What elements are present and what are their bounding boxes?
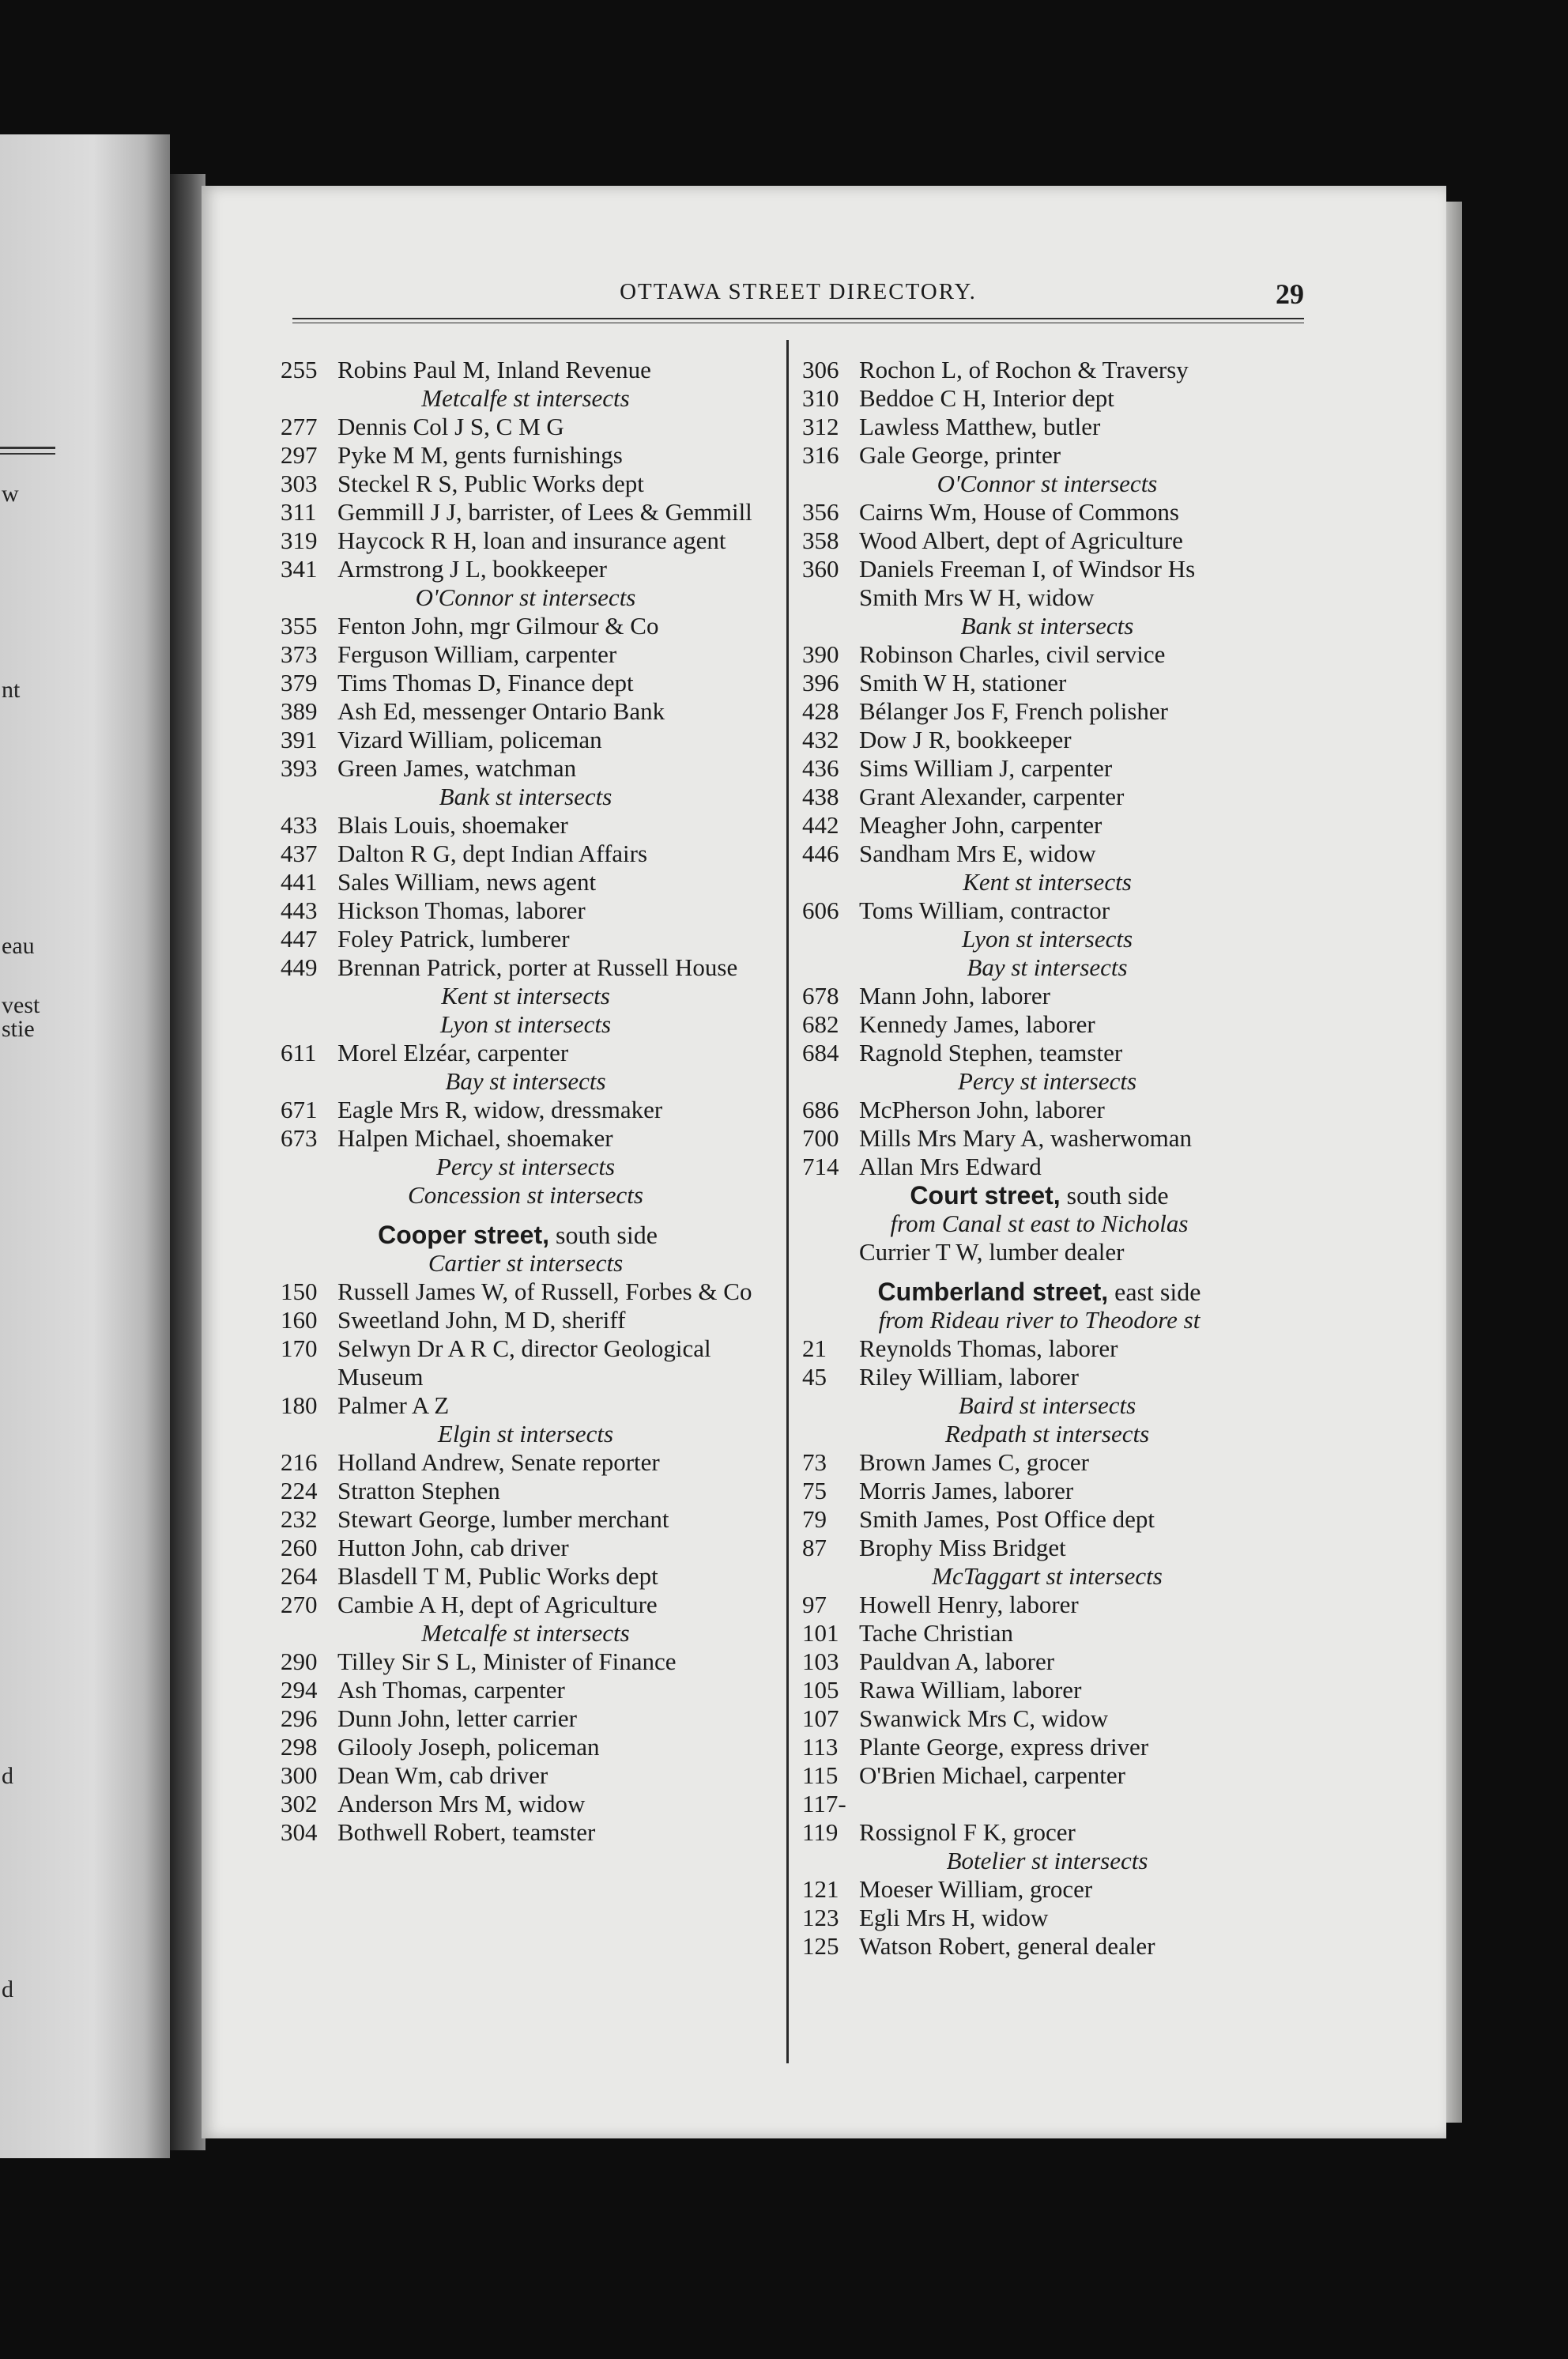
house-number: 673	[281, 1124, 318, 1152]
directory-entry	[281, 1761, 755, 1790]
resident-name: Sandham Mrs E, widow	[859, 840, 1096, 867]
directory-entry	[281, 1562, 755, 1591]
resident-name: Hutton John, cab driver	[337, 1534, 569, 1561]
resident-name: Plante George, express driver	[859, 1733, 1149, 1761]
resident-name: Howell Henry, laborer	[859, 1591, 1079, 1618]
directory-entry	[281, 1391, 755, 1420]
resident-name: Dalton R G, dept Indian Affairs	[337, 840, 648, 867]
directory-entry	[802, 754, 1276, 783]
house-number: 316	[802, 441, 839, 469]
directory-entry	[281, 669, 755, 697]
house-number: 678	[802, 982, 839, 1010]
house-number: 232	[281, 1505, 318, 1533]
house-number: 79	[802, 1505, 827, 1533]
intersection-note: Botelier st intersects	[946, 1847, 1148, 1874]
resident-name: Haycock R H, loan and insurance agent	[337, 527, 726, 554]
street-heading	[802, 1181, 1276, 1210]
directory-entry	[802, 726, 1276, 754]
intersection-note: Metcalfe st intersects	[421, 384, 630, 412]
intersection-note: Bay st intersects	[445, 1067, 606, 1095]
resident-name: Holland Andrew, Senate reporter	[337, 1448, 660, 1476]
facing-page-fragment: nt	[2, 677, 21, 703]
resident-name: Cairns Wm, House of Commons	[859, 498, 1179, 526]
house-number: 101	[802, 1619, 839, 1647]
directory-entry	[802, 1363, 1276, 1391]
resident-name: Russell James W, of Russell, Forbes & Co	[337, 1278, 752, 1305]
directory-entry	[281, 868, 755, 896]
directory-entry	[802, 1932, 1276, 1961]
directory-entry	[281, 697, 755, 726]
intersection-note: Percy st intersects	[957, 1067, 1137, 1095]
house-number: 297	[281, 441, 318, 469]
directory-entry	[281, 1818, 755, 1847]
directory-entry	[281, 726, 755, 754]
resident-name: Reynolds Thomas, laborer	[859, 1334, 1118, 1362]
resident-name: Morris James, laborer	[859, 1477, 1074, 1504]
resident-name: Sales William, news agent	[337, 868, 597, 896]
resident-name: Gemmill J J, barrister, of Lees & Gemmill	[337, 498, 752, 526]
house-number: 682	[802, 1010, 839, 1038]
house-number: 396	[802, 669, 839, 696]
street-side: east side	[1108, 1278, 1201, 1306]
house-number: 125	[802, 1932, 839, 1960]
page-header	[292, 279, 1304, 317]
resident-name: Pyke M M, gents furnishings	[337, 441, 623, 469]
directory-entry	[802, 1334, 1276, 1363]
directory-entry	[802, 356, 1276, 384]
directory-entry	[802, 783, 1276, 811]
house-number: 160	[281, 1306, 318, 1334]
resident-name: Fenton John, mgr Gilmour & Co	[337, 612, 659, 640]
directory-entry	[802, 1704, 1276, 1733]
intersection-note: Baird st intersects	[958, 1391, 1136, 1419]
directory-entry	[281, 1334, 755, 1391]
facing-page	[0, 134, 170, 2158]
street-name: Cumberland street,	[877, 1278, 1109, 1306]
facing-page-fragment: w	[2, 481, 19, 507]
intersection-note: Bay st intersects	[967, 953, 1128, 981]
house-number: 437	[281, 840, 318, 867]
house-number: 311	[281, 498, 317, 526]
resident-name: Smith W H, stationer	[859, 669, 1067, 696]
resident-name: Morel Elzéar, carpenter	[337, 1039, 569, 1066]
house-number: 393	[281, 754, 318, 782]
house-number: 300	[281, 1761, 318, 1789]
directory-entry	[802, 1477, 1276, 1505]
house-number: 21	[802, 1334, 827, 1362]
resident-name: Allan Mrs Edward	[859, 1153, 1042, 1180]
house-number: 270	[281, 1591, 318, 1618]
house-number: 358	[802, 527, 839, 554]
street-heading	[802, 1278, 1276, 1306]
directory-entry	[281, 840, 755, 868]
resident-name: Meagher John, carpenter	[859, 811, 1102, 839]
directory-entry	[802, 1448, 1276, 1477]
house-number: 432	[802, 726, 839, 753]
directory-entry	[281, 811, 755, 840]
directory-entry	[802, 697, 1276, 726]
resident-name: Anderson Mrs M, widow	[337, 1790, 586, 1817]
directory-entry	[802, 1534, 1276, 1562]
directory-entry	[802, 384, 1276, 413]
house-number: 436	[802, 754, 839, 782]
house-number: 87	[802, 1534, 827, 1561]
house-number: 113	[802, 1733, 839, 1761]
house-number: 714	[802, 1153, 839, 1180]
house-number: 105	[802, 1676, 839, 1704]
directory-entry	[802, 1619, 1276, 1648]
resident-name: Eagle Mrs R, widow, dressmaker	[337, 1096, 663, 1123]
house-number: 296	[281, 1704, 318, 1732]
house-number: 224	[281, 1477, 318, 1504]
directory-entry	[281, 1704, 755, 1733]
resident-name: Stewart George, lumber merchant	[337, 1505, 669, 1533]
resident-name: Dennis Col J S, C M G	[337, 413, 564, 440]
house-number: 379	[281, 669, 318, 696]
directory-entry	[802, 1875, 1276, 1904]
directory-entry	[281, 470, 755, 498]
house-number: 302	[281, 1790, 318, 1817]
page-title: OTTAWA STREET DIRECTORY.	[620, 279, 977, 304]
resident-name: Rossignol F K, grocer	[859, 1818, 1076, 1846]
resident-name: Pauldvan A, laborer	[859, 1648, 1055, 1675]
house-number: 390	[802, 640, 839, 668]
resident-name: Rochon L, of Rochon & Traversy	[859, 356, 1189, 383]
resident-name: Daniels Freeman I, of Windsor Hs	[859, 555, 1196, 583]
directory-entry	[802, 1124, 1276, 1153]
directory-entry	[281, 1096, 755, 1124]
house-number: 449	[281, 953, 318, 981]
resident-name: Kennedy James, laborer	[859, 1010, 1095, 1038]
resident-name: Selwyn Dr A R C, director Geological Museum	[337, 1334, 711, 1391]
resident-name: Gilooly Joseph, policeman	[337, 1733, 600, 1761]
resident-name: Vizard William, policeman	[337, 726, 602, 753]
facing-page-fragment: stie	[2, 1016, 35, 1042]
street-name: Court street,	[910, 1181, 1061, 1210]
house-number: 103	[802, 1648, 839, 1675]
intersection-note: Lyon st intersects	[439, 1010, 612, 1038]
street-extent: from Canal st east to Nicholas	[890, 1210, 1189, 1237]
house-number: 442	[802, 811, 839, 839]
directory-entry	[281, 953, 755, 982]
house-number: 389	[281, 697, 318, 725]
intersection-note: Elgin st intersects	[437, 1420, 614, 1447]
house-number: 170	[281, 1334, 318, 1362]
resident-name: Tilley Sir S L, Minister of Finance	[337, 1648, 677, 1675]
resident-name: Riley William, laborer	[859, 1363, 1079, 1391]
resident-name: Sims William J, carpenter	[859, 754, 1113, 782]
house-number: 180	[281, 1391, 318, 1419]
directory-entry	[802, 1153, 1276, 1181]
house-number: 306	[802, 356, 839, 383]
resident-name: Egli Mrs H, widow	[859, 1904, 1049, 1931]
resident-name: Toms William, contractor	[859, 896, 1110, 924]
resident-name: Dean Wm, cab driver	[337, 1761, 548, 1789]
directory-entry	[802, 1010, 1276, 1039]
resident-name: Armstrong J L, bookkeeper	[337, 555, 607, 583]
house-number: 303	[281, 470, 318, 497]
intersection-note: Kent st intersects	[441, 982, 610, 1010]
resident-name: Green James, watchman	[337, 754, 577, 782]
directory-entry	[281, 527, 755, 555]
house-number: 433	[281, 811, 318, 839]
house-number: 150	[281, 1278, 318, 1305]
directory-entry	[281, 1477, 755, 1505]
house-number: 107	[802, 1704, 839, 1732]
directory-entry	[802, 840, 1276, 868]
house-number: 355	[281, 612, 318, 640]
resident-name: Brennan Patrick, porter at Russell House	[337, 953, 738, 981]
resident-name: McPherson John, laborer	[859, 1096, 1105, 1123]
house-number: 310	[802, 384, 839, 412]
house-number: 443	[281, 896, 318, 924]
directory-entry	[802, 811, 1276, 840]
house-number: 606	[802, 896, 839, 924]
resident-name: Mills Mrs Mary A, washerwoman	[859, 1124, 1193, 1152]
resident-name: Dow J R, bookkeeper	[859, 726, 1072, 753]
resident-name: Robinson Charles, civil service	[859, 640, 1166, 668]
intersection-note: Lyon st intersects	[961, 925, 1133, 953]
facing-page-fragment: d	[2, 1763, 13, 1789]
house-number: 304	[281, 1818, 318, 1846]
house-number: 373	[281, 640, 318, 668]
street-side: south side	[1060, 1181, 1169, 1210]
directory-entry	[281, 1039, 755, 1067]
resident-name: Brown James C, grocer	[859, 1448, 1089, 1476]
directory-entry	[281, 1448, 755, 1477]
house-number: 298	[281, 1733, 318, 1761]
facing-page-rule	[0, 447, 55, 455]
street-heading	[281, 1221, 755, 1249]
house-number: 671	[281, 1096, 318, 1123]
directory-entry	[281, 555, 755, 583]
directory-entry	[281, 1505, 755, 1534]
directory-entry	[802, 1761, 1276, 1790]
house-number: 341	[281, 555, 318, 583]
directory-entry	[802, 1904, 1276, 1932]
resident-name: Robins Paul M, Inland Revenue	[337, 356, 651, 383]
directory-entry	[281, 498, 755, 527]
right-column	[802, 356, 1276, 1961]
house-number: 75	[802, 1477, 827, 1504]
resident-name: Beddoe C H, Interior dept	[859, 384, 1114, 412]
resident-name: Steckel R S, Public Works dept	[337, 470, 644, 497]
directory-entry	[802, 441, 1276, 470]
directory-entry	[802, 1096, 1276, 1124]
facing-page-fragment: vest	[2, 992, 40, 1018]
resident-name: Mann John, laborer	[859, 982, 1050, 1010]
intersection-note: Bank st intersects	[439, 783, 612, 810]
house-number: 684	[802, 1039, 839, 1066]
directory-entry	[802, 640, 1276, 669]
house-number: 438	[802, 783, 839, 810]
directory-entry	[802, 527, 1276, 555]
resident-name: Palmer A Z	[337, 1391, 450, 1419]
house-number: 312	[802, 413, 839, 440]
resident-name: Grant Alexander, carpenter	[859, 783, 1125, 810]
resident-name: Wood Albert, dept of Agriculture	[859, 527, 1183, 554]
house-number: 686	[802, 1096, 839, 1123]
header-rule	[292, 318, 1304, 323]
resident-name: Bothwell Robert, teamster	[337, 1818, 596, 1846]
directory-entry	[281, 1790, 755, 1818]
facing-page-fragment: d	[2, 1976, 13, 2002]
house-number: 700	[802, 1124, 839, 1152]
street-side: south side	[549, 1221, 658, 1249]
house-number: 611	[281, 1039, 317, 1066]
resident-name: Blasdell T M, Public Works dept	[337, 1562, 658, 1590]
directory-entry	[281, 1733, 755, 1761]
directory-entry	[802, 1676, 1276, 1704]
resident-name: Sweetland John, M D, sheriff	[337, 1306, 626, 1334]
house-number: 260	[281, 1534, 318, 1561]
intersection-note: Metcalfe st intersects	[421, 1619, 630, 1647]
resident-name: Ash Thomas, carpenter	[337, 1676, 565, 1704]
house-number: 121	[802, 1875, 839, 1903]
house-number: 216	[281, 1448, 318, 1476]
house-number: 115	[802, 1761, 839, 1789]
resident-name: Watson Robert, general dealer	[859, 1932, 1155, 1960]
resident-name: Ragnold Stephen, teamster	[859, 1039, 1123, 1066]
intersection-note: O'Connor st intersects	[415, 583, 636, 611]
resident-name: Cambie A H, dept of Agriculture	[337, 1591, 658, 1618]
directory-entry	[281, 1648, 755, 1676]
house-number: 428	[802, 697, 839, 725]
house-number: 97	[802, 1591, 827, 1618]
directory-entry	[802, 1790, 1276, 1847]
house-number: 123	[802, 1904, 839, 1931]
resident-name: Blais Louis, shoemaker	[337, 811, 568, 839]
resident-name: Brophy Miss Bridget	[859, 1534, 1066, 1561]
directory-entry	[281, 413, 755, 441]
house-number: 73	[802, 1448, 827, 1476]
house-number: 319	[281, 527, 318, 554]
directory-entry	[802, 669, 1276, 697]
directory-entry	[802, 1733, 1276, 1761]
directory-entry	[281, 356, 755, 384]
directory-entry	[802, 1591, 1276, 1619]
directory-entry	[281, 1534, 755, 1562]
resident-name: Swanwick Mrs C, widow	[859, 1704, 1109, 1732]
house-number: 356	[802, 498, 839, 526]
directory-entry	[281, 1124, 755, 1153]
resident-name: Moeser William, grocer	[859, 1875, 1093, 1903]
resident-name: O'Brien Michael, carpenter	[859, 1761, 1125, 1789]
resident-name: Ash Ed, messenger Ontario Bank	[337, 697, 665, 725]
house-number: 441	[281, 868, 318, 896]
street-name: Cooper street,	[378, 1221, 550, 1249]
resident-name: Foley Patrick, lumberer	[337, 925, 570, 953]
resident-name: Gale George, printer	[859, 441, 1061, 469]
resident-name: Stratton Stephen	[337, 1477, 500, 1504]
directory-entry: Currier T W, lumber dealer	[859, 1238, 1125, 1266]
intersection-note: O'Connor st intersects	[937, 470, 1158, 497]
house-number: 45	[802, 1363, 827, 1391]
resident-name: Dunn John, letter carrier	[337, 1704, 577, 1732]
resident-name: Smith James, Post Office dept	[859, 1505, 1155, 1533]
directory-entry	[281, 612, 755, 640]
directory-entry	[802, 982, 1276, 1010]
resident-name: Hickson Thomas, laborer	[337, 896, 586, 924]
house-number: 277	[281, 413, 318, 440]
resident-name: Tache Christian	[859, 1619, 1013, 1647]
house-number: 290	[281, 1648, 318, 1675]
directory-entry	[281, 1278, 755, 1306]
house-number: 117-119	[802, 1790, 846, 1846]
directory-entry	[802, 1648, 1276, 1676]
left-column	[281, 356, 755, 1847]
directory-entry	[281, 925, 755, 953]
directory-entry	[281, 1306, 755, 1334]
facing-page-fragment: eau	[2, 933, 35, 959]
directory-entry	[802, 1505, 1276, 1534]
directory-entry	[281, 640, 755, 669]
intersection-note: Kent st intersects	[963, 868, 1132, 896]
directory-entry: Smith Mrs W H, widow	[859, 583, 1095, 611]
directory-entry	[281, 1676, 755, 1704]
intersection-note: McTaggart st intersects	[932, 1562, 1163, 1590]
intersection-note: Percy st intersects	[435, 1153, 616, 1180]
intersection-note: Cartier st intersects	[428, 1249, 624, 1277]
house-number: 446	[802, 840, 839, 867]
house-number: 264	[281, 1562, 318, 1590]
intersection-note: Concession st intersects	[408, 1181, 643, 1209]
resident-name: Rawa William, laborer	[859, 1676, 1082, 1704]
house-number: 255	[281, 356, 318, 383]
resident-name: Lawless Matthew, butler	[859, 413, 1101, 440]
house-number: 391	[281, 726, 318, 753]
house-number: 360	[802, 555, 839, 583]
resident-name: Tims Thomas D, Finance dept	[337, 669, 634, 696]
resident-name: Bélanger Jos F, French polisher	[859, 697, 1168, 725]
resident-name: Halpen Michael, shoemaker	[337, 1124, 613, 1152]
street-extent: from Rideau river to Theodore st	[878, 1306, 1200, 1334]
column-divider	[786, 340, 789, 2063]
directory-entry	[802, 413, 1276, 441]
house-number: 447	[281, 925, 318, 953]
directory-entry	[802, 498, 1276, 527]
section-spacer	[281, 1210, 755, 1221]
directory-entry	[802, 555, 1276, 583]
section-spacer	[802, 1266, 1276, 1278]
directory-entry	[802, 1039, 1276, 1067]
intersection-note: Redpath st intersects	[944, 1420, 1150, 1447]
house-number: 294	[281, 1676, 318, 1704]
page-number: 29	[1276, 278, 1304, 310]
directory-entry	[281, 754, 755, 783]
directory-entry	[281, 1591, 755, 1619]
page-edge	[1446, 202, 1462, 2123]
directory-entry	[802, 896, 1276, 925]
directory-entry	[281, 896, 755, 925]
intersection-note: Bank st intersects	[960, 612, 1134, 640]
directory-entry	[281, 441, 755, 470]
resident-name: Ferguson William, carpenter	[337, 640, 617, 668]
book-gutter	[170, 174, 205, 2150]
